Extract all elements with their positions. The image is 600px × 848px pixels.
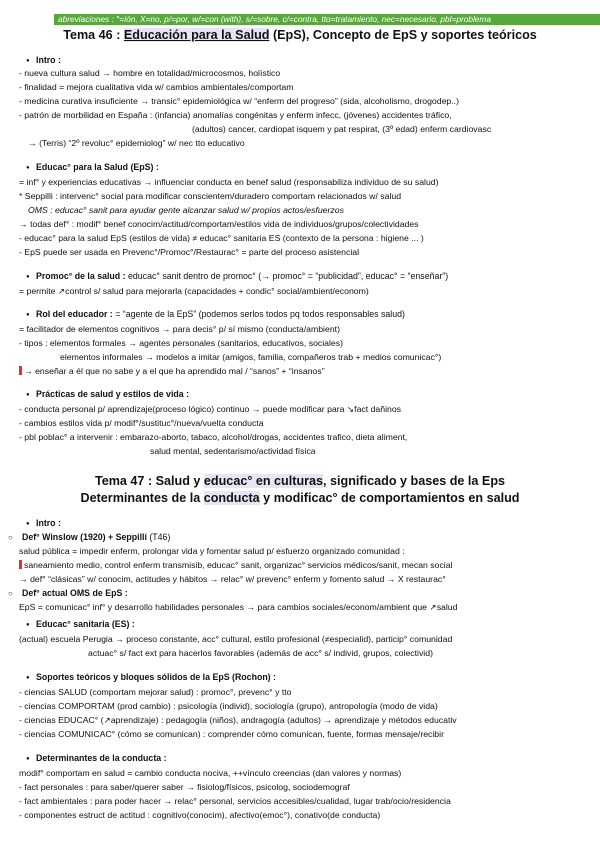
t46-educ-line3: OMS : educac° sanit para ayudar gente alcanzar salud w/ propios actos/esfuerzos (28, 205, 344, 215)
t46-rol-line4: elementos informales → modelos a imitar (amigos, familia, compañeros trab + medios comunicac°) (60, 352, 442, 362)
tema46-title: Tema 46 : Educación para la Salud (EpS), Concepto de EpS y soportes teóricos (63, 28, 537, 42)
t46-prac-heading: ● Prácticas de salud y estilos de vida : (36, 389, 189, 400)
t47-intro-heading: ● Intro : (36, 518, 61, 529)
t46-educ-line6: - EpS puede ser usada en Prevenc°/Promoc°/Restaurac° = parte del proceso asistencial (19, 247, 360, 257)
t47-intro-line4: EpS = comunicac° inf° y desarrollo habilidades personales → para cambios sociales/econom/ambient que ↗salud (19, 602, 458, 612)
t47-intro-line2: saneamiento medio, control enferm transmisib, educac° sanit, organizac° servicios médicos/sanit, mecan social (19, 560, 452, 571)
t46-intro-line1: - nueva cultura salud → hombre en totalidad/microcosmos, holístico (19, 68, 281, 78)
t47-intro-line1: salud pública = impedir enferm, prolongar vida y fomentar salud p/ esfuerzo organizado comunidad : (19, 546, 405, 556)
abbreviations-bar: abreviaciones : °=ión, X=no, p/=por, w/=con (with), s/=sobre, c/=contra, tto=tratamiento, nec=necesario, pbl=problema (54, 14, 600, 25)
t46-promo-line2: = permite ↗control s/ salud para mejorarla (capacidades + condic° social/ambient/econom) (19, 286, 369, 296)
t46-educ-line2: * Seppilli : intervenc° social para modificar conscientem/duradero comportam relacionados w/ salud (19, 191, 402, 201)
t47-sop-line1: - ciencias SALUD (comportam mejorar salud) : promoc°, prevenc° y tto (19, 687, 292, 697)
t47-intro-sub1: ○ Def° Winslow (1920) + Seppilli (T46) (22, 532, 170, 543)
t47-sop-line3: - ciencias EDUCAC° (↗aprendizaje) : pedagogía (niños), andragogía (adultos) → aprendizaje y métodos educativ (19, 715, 457, 725)
t46-rol-line5: → enseñar a él que no sabe y a el que ha aprendido mal / “sanos” + “insanos” (19, 366, 325, 377)
tema47-title-line1: Tema 47 : Salud y educac° en culturas, significado y bases de la Eps (94, 474, 506, 488)
t46-educ-line1: = inf° y experiencias educativas → influenciar conducta en benef salud (responsabiliza individuo de su salud) (19, 177, 439, 187)
t46-rol-line3: - tipos : elementos formales → agentes personales (sanitarios, educativos, sociales) (19, 338, 344, 348)
t47-det-heading: ● Determinantes de la conducta : (36, 753, 167, 764)
t46-intro-line3: - medicina curativa insuficiente → transic° epidemiológica w/ “enferm del progreso” (sida, alcoholismo, drogodep..) (19, 96, 459, 106)
red-marker-icon (19, 366, 22, 375)
t46-intro-line5: (adultos) cancer, cardiopat isquem y pat respirat, (3º edad) enferm cardiovasc (192, 124, 492, 134)
t46-prac-line4: salud mental, sedentarismo/actividad física (150, 446, 316, 456)
t46-prac-line1: - conducta personal p/ aprendizaje(proceso lógico) continuo → puede modificar para ↘fact dañinos (19, 404, 402, 414)
t47-det-line1: modif° comportam en salud = cambio conducta nociva, ++vínculo creencias (dan valores y normas) (19, 768, 402, 778)
t46-educ-line4: → todas def° : modif° benef conocim/actitud/comportam/estilos vida de individuos/grupos/colectividades (19, 219, 419, 229)
t46-rol-line2: = facilitador de elementos cognitivos → para decis° p/ sí mismo (conducta/ambient) (19, 324, 340, 334)
t46-prac-line2: - cambios estilos vida p/ modif°/sustituc°/nueva/vuelta conducta (19, 418, 264, 428)
t47-es-line2: actuac° s/ fact ext para hacerlos favorables (además de acc° s/ individ, grupos, colectivid) (88, 648, 433, 658)
t46-intro-line6: → (Terris) “2º revoluc° epidemiolog” w/ nec tto educativo (28, 138, 245, 148)
t47-es-line1: (actual) escuela Perugia → proceso constante, acc° cultural, estilo profesional (≠especialid), particip° comunidad (19, 634, 453, 644)
t47-sop-line2: - ciencias COMPORTAM (prod cambio) : psicología (individ), sociología (grupo), antropología (modo de vida) (19, 701, 438, 711)
t47-es-heading: ● Educac° sanitaria (ES) : (36, 619, 135, 630)
t46-educ-heading: ● Educac° para la Salud (EpS) : (36, 162, 159, 173)
t46-prac-line3: - pbl poblac° a intervenir : embarazo-aborto, tabaco, alcohol/drogas, accidentes trafico, dieta aliment, (19, 432, 408, 442)
t47-det-line3: - fact ambientales : para poder hacer → relac° personal, servicios accesibles/cualidad, lugar trab/ocio/residencia (19, 796, 451, 806)
t46-intro-heading: ● Intro : (36, 55, 61, 66)
t47-det-line4: - componentes estruct de actitud : cognitivo(conocim), afectivo(emoc°), conativo(de conducta) (19, 810, 381, 820)
tema47-title-line2: Determinantes de la conducta y modificac° de comportamientos en salud (80, 491, 520, 505)
t46-educ-line5: - educac° para la salud EpS (estilos de vida) ≠ educac° sanitaria ES (contexto de la persona : higiene ... ) (19, 233, 424, 243)
t47-sop-heading: ● Soportes teóricos y bloques sólidos de la EpS (Rochon) : (36, 672, 276, 683)
t46-rol-heading: ● Rol del educador : = “agente de la EpS” (podemos serlos todos pq todos responsables salud) (36, 309, 405, 320)
t46-promo-heading: ● Promoc° de la salud : educac° sanit dentro de promoc° (→ promoc° = “publicidad”, educac° = “enseñar”) (36, 271, 448, 282)
red-marker-icon (19, 560, 22, 569)
t46-intro-line2: - finalidad = mejora cualitativa vida w/ cambios ambientales/comportam (19, 82, 294, 92)
t47-sop-line4: - ciencias COMUNICAC° (cómo se comunican) : comprender cómo comunican, fuente, formas mensaje/recibir (19, 729, 444, 739)
t46-intro-line4: - patrón de morbilidad en España : (infancia) anomalías congénitas y enferm infecc, (jóvenes) accidentes tráfico, (19, 110, 452, 120)
t47-intro-sub2: ○ Def° actual OMS de EpS : (22, 588, 128, 599)
t47-intro-line3: → def° “clásicas” w/ conocim, actitudes y hábitos → relac° w/ prevenc° enferm y fomento salud → X restaurac° (19, 574, 446, 584)
t47-det-line2: - fact personales : para saber/querer saber → fisiolog/físicos, psicolog, sociodemograf (19, 782, 350, 792)
